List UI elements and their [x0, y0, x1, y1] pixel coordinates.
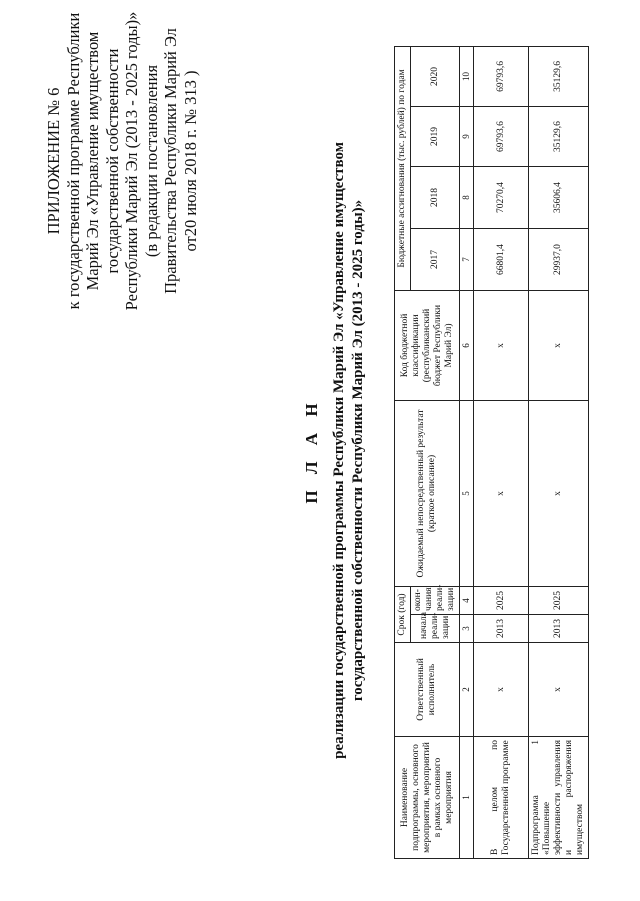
appendix-line: Марий Эл «Управление имуществом	[83, 31, 102, 291]
header-term-end: окон-чания реали-зации	[411, 587, 460, 615]
header-executor: Ответственный исполнитель	[395, 643, 460, 737]
header-result: Ожидаемый непосредственный результат (краткое описание)	[395, 401, 460, 587]
plan-subtitle	[330, 0, 368, 901]
row-start: 2013	[529, 615, 589, 643]
column-number: 4	[460, 587, 474, 615]
subtitle-line: государственной собственности Республики Марий Эл (2013 - 2025 годы)»	[350, 199, 366, 702]
row-end: 2025	[474, 587, 529, 615]
row-result: х	[474, 401, 529, 587]
row-name: В целом по Государственной программе	[474, 737, 529, 859]
header-code: Код бюджетной классификации (республиканский бюджет Республики Марий Эл)	[395, 291, 460, 401]
column-number: 9	[460, 107, 474, 167]
row-start: 2013	[474, 615, 529, 643]
column-number: 8	[460, 167, 474, 229]
row-code: х	[474, 291, 529, 401]
row-code: х	[529, 291, 589, 401]
appendix-line: от20 июля 2018 г. № 313 )	[180, 70, 200, 252]
table-row	[474, 46, 529, 858]
row-value: 66801,4	[474, 229, 529, 291]
row-value: 69793,6	[474, 107, 529, 167]
header-term-start: начала реали-зации	[411, 615, 460, 643]
header-name: Наименование подпрограммы, основного мероприятия, мероприятий в рамках основного мероприятия	[395, 737, 460, 859]
appendix-line: Республики Марий Эл (2013 - 2025 годы)»	[122, 11, 141, 311]
row-value: 35606,4	[529, 167, 589, 229]
header-year: 2017	[411, 229, 460, 291]
appendix-line: государственной собственности	[102, 48, 122, 274]
row-value: 35129,6	[529, 107, 589, 167]
column-number-row	[460, 46, 474, 858]
row-value: 29937,0	[529, 229, 589, 291]
column-number: 10	[460, 46, 474, 106]
appendix-block	[44, 11, 200, 311]
row-name: Подпрограмма 1 «Повышение эффективности управления и распоряжения имуществом	[529, 737, 589, 859]
row-executor: х	[474, 643, 529, 737]
column-number: 2	[460, 643, 474, 737]
column-number: 5	[460, 401, 474, 587]
column-number: 7	[460, 229, 474, 291]
appendix-line: ПРИЛОЖЕНИЕ № 6	[44, 87, 63, 235]
appendix-line: (в редакции постановления	[141, 64, 161, 258]
plan-title: П Л А Н	[302, 397, 321, 504]
subtitle-line: реализации государственной программы Республики Марий Эл «Управление имуществом	[331, 142, 347, 759]
row-result: х	[529, 401, 589, 587]
column-number: 1	[460, 737, 474, 859]
header-year: 2018	[411, 167, 460, 229]
header-term: Срок (год)	[395, 587, 411, 643]
row-executor: х	[529, 643, 589, 737]
header-budget: Бюджетные ассигнования (тыс. рублей) по годам	[395, 46, 411, 290]
row-end: 2025	[529, 587, 589, 615]
column-number: 6	[460, 291, 474, 401]
column-number: 3	[460, 615, 474, 643]
row-value: 70270,4	[474, 167, 529, 229]
appendix-line: к государственной программе Республики	[63, 12, 83, 310]
row-value: 69793,6	[474, 46, 529, 106]
header-year: 2020	[411, 46, 460, 106]
appendix-line: Правительства Республики Марий Эл	[161, 28, 180, 294]
plan-table	[394, 46, 589, 859]
row-value: 35129,6	[529, 46, 589, 106]
header-year: 2019	[411, 107, 460, 167]
table-row	[529, 46, 589, 858]
